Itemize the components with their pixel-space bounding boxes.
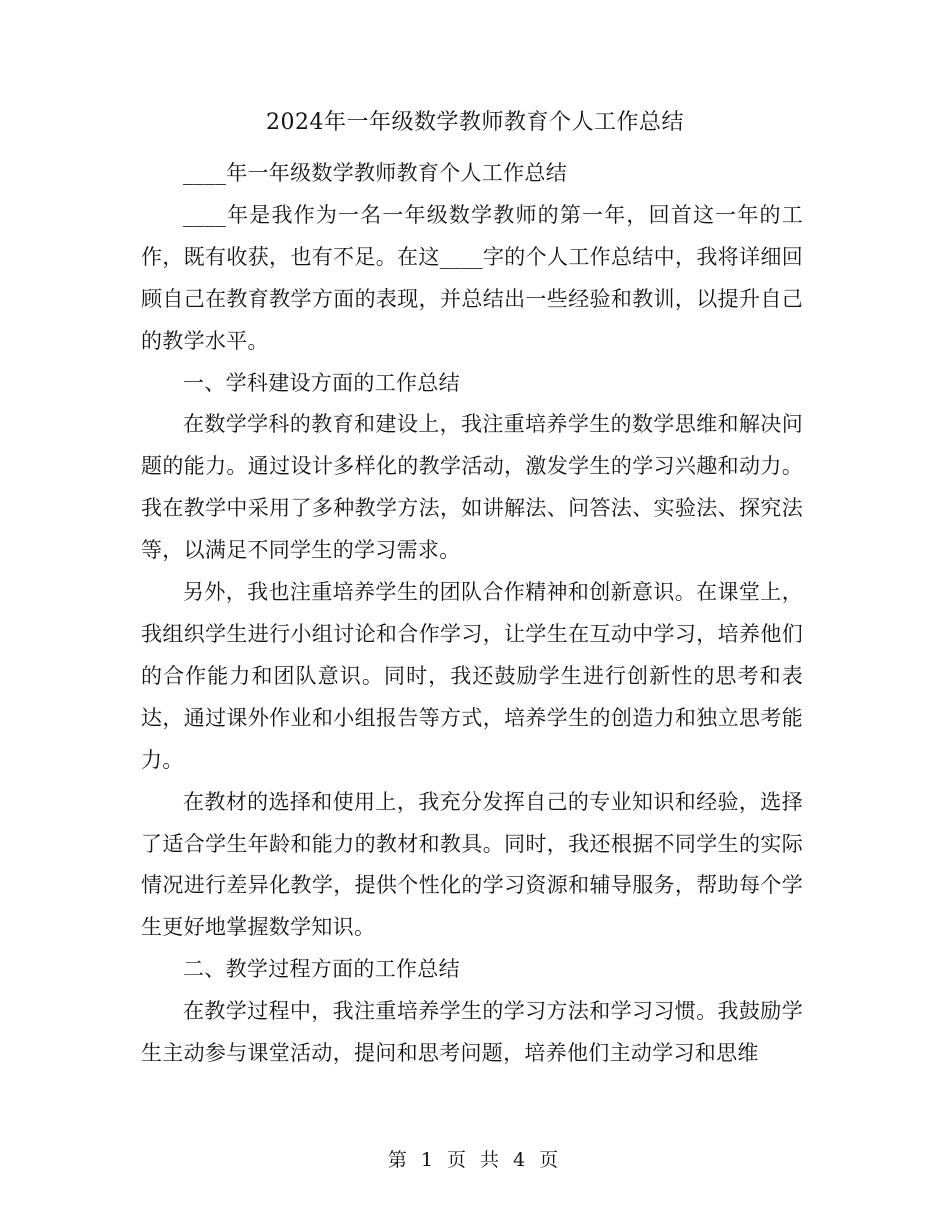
paragraph-subtitle: ____年一年级数学教师教育个人工作总结 [183, 161, 567, 185]
page-number-footer: 第 1 页 共 4 页 [387, 1149, 563, 1171]
paragraph: 在数学学科的教育和建设上，我注重培养学生的数学思维和解决问题的能力。通过设计多样化的教学活动，激发学生的学习兴趣和动力。我在教学中采用了多种教学方法，如讲解法、问答法、实验法、探究法等，以满足不同学生的学习需求。 [141, 412, 803, 563]
paragraph: 另外，我也注重培养学生的团队合作精神和创新意识。在课堂上，我组织学生进行小组讨论和合作学习，让学生在互动中学习，培养他们的合作能力和团队意识。同时，我还鼓励学生进行创新性的思考和表达，通过课外作业和小组报告等方式，培养学生的创造力和独立思考能力。 [141, 580, 803, 772]
paragraph: 在教材的选择和使用上，我充分发挥自己的专业知识和经验，选择了适合学生年龄和能力的教材和教具。同时，我还根据不同学生的实际情况进行差异化教学，提供个性化的学习资源和辅导服务，帮助每个学生更好地掌握数学知识。 [141, 789, 803, 940]
document-body [141, 153, 803, 1075]
section-heading-1: 一、学科建设方面的工作总结 [183, 370, 460, 395]
paragraph-intro: ____年是我作为一名一年级数学教师的第一年，回首这一年的工作，既有收获，也有不足。在这____字的个人工作总结中，我将详细回顾自己在教育教学方面的表现，并总结出一些经验和教训，以提升自己的教学水平。 [141, 202, 803, 353]
document-title: 2024年一年级数学教师教育个人工作总结 [266, 110, 684, 135]
section-heading-2: 二、教学过程方面的工作总结 [183, 957, 460, 982]
paragraph: 在教学过程中，我注重培养学生的学习方法和学习习惯。我鼓励学生主动参与课堂活动，提问和思考问题，培养他们主动学习和思维 [141, 999, 803, 1066]
